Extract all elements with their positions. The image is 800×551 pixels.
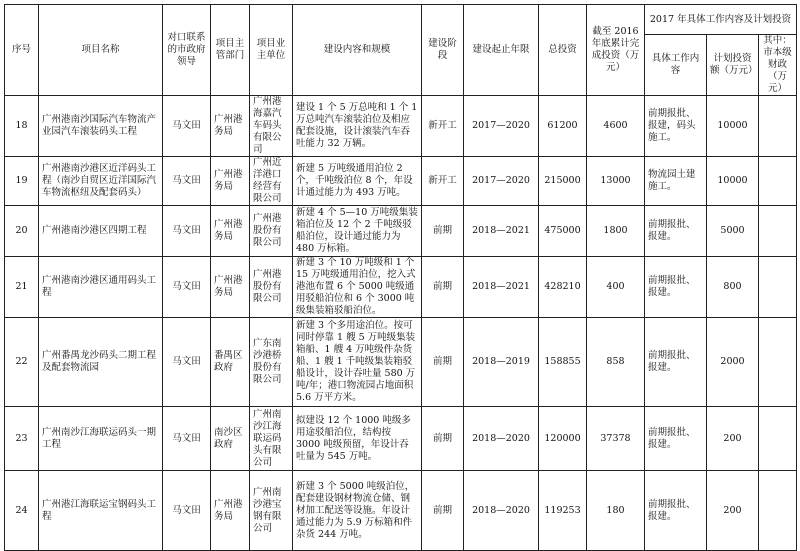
cell-period: 2018—2021 xyxy=(464,206,539,257)
cell-owner: 广州南沙江海联运码头有限公司 xyxy=(250,407,293,471)
cell-total: 215000 xyxy=(539,157,587,206)
cell-stage: 前期 xyxy=(422,318,464,407)
cell-owner: 广州港股份有限公司 xyxy=(250,206,293,257)
cell-period: 2017—2020 xyxy=(464,96,539,157)
table-row xyxy=(5,157,797,206)
cell-period: 2018—2019 xyxy=(464,318,539,407)
cell-content: 新建 3 个 5000 吨级泊位，配套建设钢材物流仓储、钢材加工配送等设施。年设计通过能力为 5.9 万标箱和件杂货 244 万吨。 xyxy=(293,471,422,551)
cell-total: 120000 xyxy=(539,407,587,471)
cell-total: 119253 xyxy=(539,471,587,551)
cell-work: 前期报批、报建。 xyxy=(645,206,707,257)
cell-seq: 20 xyxy=(5,206,39,257)
cell-work: 前期报批、报建。 xyxy=(645,318,707,407)
cell-owner: 广州港股份有限公司 xyxy=(250,257,293,318)
cell-seq: 19 xyxy=(5,157,39,206)
col-content-header: 建设内容和规模 xyxy=(293,5,422,96)
cell-work: 前期报批、报建。 xyxy=(645,257,707,318)
table-row xyxy=(5,407,797,471)
cell-period: 2017—2020 xyxy=(464,157,539,206)
cell-stage: 前期 xyxy=(422,471,464,551)
cell-cumulative: 1800 xyxy=(587,206,645,257)
table-row xyxy=(5,257,797,318)
cell-dept: 番禺区政府 xyxy=(211,318,250,407)
cell-city xyxy=(759,318,797,407)
cell-total: 158855 xyxy=(539,318,587,407)
cell-work: 前期报批、报建。 xyxy=(645,471,707,551)
cell-leader: 马文田 xyxy=(163,318,211,407)
cell-content: 新建 4 个 5—10 万吨级集装箱泊位及 12 个 2 千吨级驳船泊位，设计通过能力为 480 万标箱。 xyxy=(293,206,422,257)
cell-name: 广州南沙江海联运码头一期工程 xyxy=(39,407,163,471)
cell-work: 前期报批、报建。 xyxy=(645,407,707,471)
col-cumulative-header: 截至 2016 年底累计完成投资（万元） xyxy=(587,5,645,96)
cell-dept: 广州港务局 xyxy=(211,257,250,318)
col-city-header: 其中：市本级财政（万元） xyxy=(759,35,797,96)
cell-seq: 23 xyxy=(5,407,39,471)
col-name-header: 项目名称 xyxy=(39,5,163,96)
cell-period: 2018—2020 xyxy=(464,471,539,551)
cell-dept: 广州港务局 xyxy=(211,471,250,551)
cell-cumulative: 13000 xyxy=(587,157,645,206)
project-table xyxy=(4,4,797,551)
col-seq-header: 序号 xyxy=(5,5,39,96)
col-stage-header: 建设阶段 xyxy=(422,5,464,96)
header-row-1 xyxy=(5,5,797,35)
cell-cumulative: 858 xyxy=(587,318,645,407)
col-work-header: 具体工作内容 xyxy=(645,35,707,96)
cell-content: 建设 1 个 5 万总吨和 1 个 1 万总吨汽车滚装泊位及相应配套设施，设计滚装汽车吞吐能力 32 万辆。 xyxy=(293,96,422,157)
cell-city xyxy=(759,96,797,157)
cell-content: 拟建设 12 个 1000 吨级多用途驳船泊位，结构按 3000 吨级预留，年设计吞吐量为 545 万吨。 xyxy=(293,407,422,471)
cell-total: 61200 xyxy=(539,96,587,157)
cell-leader: 马文田 xyxy=(163,471,211,551)
cell-seq: 24 xyxy=(5,471,39,551)
col-total-header: 总投资 xyxy=(539,5,587,96)
cell-dept: 南沙区政府 xyxy=(211,407,250,471)
cell-stage: 前期 xyxy=(422,257,464,318)
cell-content: 新建 3 个多用途泊位。按可同时停靠 1 艘 5 万吨级集装箱船、1 艘 4 万吨级件杂货船、1 艘 1 千吨级集装箱驳船设计，设计吞吐量 580 万吨/年；港口物流园占地面积 5.6 万平方米。 xyxy=(293,318,422,407)
cell-city xyxy=(759,206,797,257)
cell-name: 广州番禺龙沙码头二期工程及配套物流园 xyxy=(39,318,163,407)
cell-cumulative: 37378 xyxy=(587,407,645,471)
cell-leader: 马文田 xyxy=(163,257,211,318)
cell-city xyxy=(759,157,797,206)
cell-planned: 800 xyxy=(707,257,759,318)
cell-planned: 10000 xyxy=(707,96,759,157)
cell-owner: 广州南沙港宝钢有限公司 xyxy=(250,471,293,551)
col-plan2017-header: 2017 年具体工作内容及计划投资 xyxy=(645,5,797,35)
cell-city xyxy=(759,471,797,551)
cell-leader: 马文田 xyxy=(163,407,211,471)
cell-planned: 200 xyxy=(707,407,759,471)
col-period-header: 建设起止年限 xyxy=(464,5,539,96)
cell-dept: 广州港务局 xyxy=(211,96,250,157)
cell-seq: 21 xyxy=(5,257,39,318)
cell-owner: 广东南沙港桥股份有限公司 xyxy=(250,318,293,407)
cell-planned: 200 xyxy=(707,471,759,551)
cell-planned: 5000 xyxy=(707,206,759,257)
cell-city xyxy=(759,407,797,471)
cell-planned: 10000 xyxy=(707,157,759,206)
cell-owner: 广州近洋港口经营有限公司 xyxy=(250,157,293,206)
cell-seq: 22 xyxy=(5,318,39,407)
cell-cumulative: 400 xyxy=(587,257,645,318)
table-row xyxy=(5,471,797,551)
col-leader-header: 对口联系的市政府领导 xyxy=(163,5,211,96)
cell-work: 前期报批、报建，码头施工。 xyxy=(645,96,707,157)
cell-stage: 新开工 xyxy=(422,157,464,206)
cell-content: 新建 5 万吨级通用泊位 2 个，千吨级泊位 8 个，年设计通过能力为 493 万吨。 xyxy=(293,157,422,206)
cell-stage: 前期 xyxy=(422,407,464,471)
col-dept-header: 项目主管部门 xyxy=(211,5,250,96)
cell-cumulative: 180 xyxy=(587,471,645,551)
cell-dept: 广州港务局 xyxy=(211,157,250,206)
cell-name: 广州港江海联运宝钢码头工程 xyxy=(39,471,163,551)
cell-owner: 广州港海嘉汽车码头有限公司 xyxy=(250,96,293,157)
table-body xyxy=(5,96,797,551)
cell-stage: 新开工 xyxy=(422,96,464,157)
cell-leader: 马文田 xyxy=(163,206,211,257)
cell-work: 物流园土建施工。 xyxy=(645,157,707,206)
project-table-wrapper xyxy=(4,4,797,551)
cell-total: 428210 xyxy=(539,257,587,318)
table-row xyxy=(5,206,797,257)
cell-cumulative: 4600 xyxy=(587,96,645,157)
col-owner-header: 项目业主单位 xyxy=(250,5,293,96)
col-planned-header: 计划投资额（万元） xyxy=(707,35,759,96)
cell-period: 2018—2020 xyxy=(464,407,539,471)
cell-leader: 马文田 xyxy=(163,157,211,206)
cell-name: 广州港南沙港区通用码头工程 xyxy=(39,257,163,318)
cell-seq: 18 xyxy=(5,96,39,157)
cell-name: 广州港南沙港区近洋码头工程（南沙自贸区近洋国际汽车物流枢纽及配套码头） xyxy=(39,157,163,206)
cell-dept: 广州港务局 xyxy=(211,206,250,257)
cell-leader: 马文田 xyxy=(163,96,211,157)
cell-total: 475000 xyxy=(539,206,587,257)
table-row xyxy=(5,96,797,157)
cell-period: 2018—2021 xyxy=(464,257,539,318)
cell-stage: 前期 xyxy=(422,206,464,257)
cell-name: 广州港南沙港区四期工程 xyxy=(39,206,163,257)
cell-name: 广州港南沙国际汽车物流产业园汽车滚装码头工程 xyxy=(39,96,163,157)
cell-city xyxy=(759,257,797,318)
cell-content: 新建 3 个 10 万吨级和 1 个 15 万吨级通用泊位，挖入式港池布置 6 个 5000 吨级通用驳船泊位和 6 个 3000 吨级集装箱驳船泊位。 xyxy=(293,257,422,318)
table-row xyxy=(5,318,797,407)
cell-planned: 2000 xyxy=(707,318,759,407)
